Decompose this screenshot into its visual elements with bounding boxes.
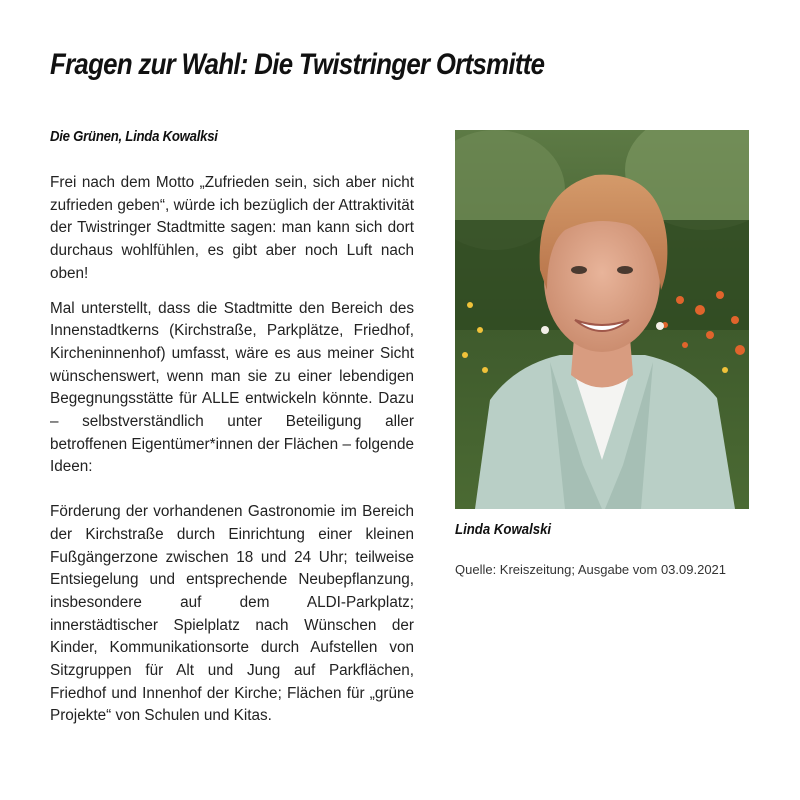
paragraph-ideas: Förderung der vorhandenen Gastronomie im Bereich der Kirchstraße durch Einrichtung einer kleinen Fußgängerzone zwischen 18 und 24 Uhr; teilweise Entsiegelung und entsprechende Neubepflanzung, insbesondere auf dem ALDI-Parkplatz; innerstädtischer Spielplatz nach Wünschen der Kinder, Kommunikationsorte durch Aufstellen von Sitzgruppen für Alt und Jung auf Parkflächen, Friedhof und Innenhof der Kirche; Flächen für „grüne Projekte“ von Schulen und Kitas. — [50, 503, 414, 725]
photo-caption: Linda Kowalski — [455, 521, 552, 538]
article-body — [50, 172, 414, 728]
paragraph-definition: Mal unterstellt, dass die Stadtmitte den Bereich des Innenstadtkerns (Kirchstraße, Parkplätze, Friedhof, Kircheninnenhof) umfasst, wäre es aus meiner Sicht wünschenswert, wenn man sie zu einer lebendigen Begegnungsstätte für ALLE entwickeln könnte. Dazu – selbstverständlich unter Beteiligung aller betroffenen Eigentümer*innen der Flächen – folgende Ideen: — [50, 299, 414, 476]
paragraph-intro: Frei nach dem Motto „Zufrieden sein, sich aber nicht zufrieden geben“, würde ich bezüglich der Attraktivität der Twistringer Stadtmitte sagen: man kann sich dort durchaus wohlfühlen, es gibt aber noch Luft nach oben! — [50, 174, 414, 282]
source-note: Quelle: Kreiszeitung; Ausgabe vom 03.09.2021 — [455, 562, 727, 577]
article-subtitle: Die Grünen, Linda Kowalksi — [50, 128, 218, 145]
article-title: Fragen zur Wahl: Die Twistringer Ortsmitte — [50, 48, 545, 81]
portrait-photo — [455, 130, 749, 509]
